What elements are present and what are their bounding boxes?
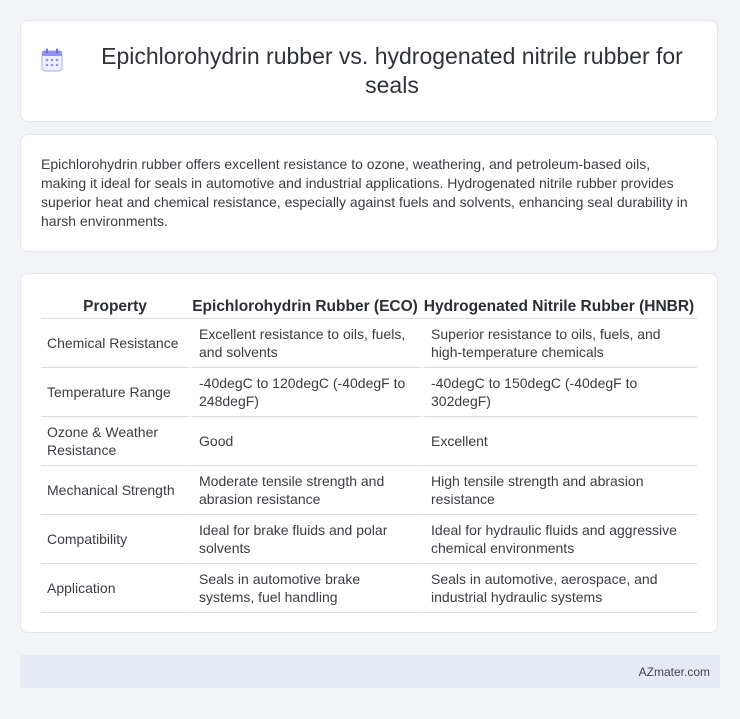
row-hnbr-value: Seals in automotive, aerospace, and industrial hydraulic systems [421, 564, 697, 613]
header-hnbr: Hydrogenated Nitrile Rubber (HNBR) [421, 296, 697, 319]
row-hnbr-value: Ideal for hydraulic fluids and aggressive chemical environments [421, 515, 697, 564]
row-hnbr-value: Superior resistance to oils, fuels, and high-temperature chemicals [421, 319, 697, 368]
row-property: Mechanical Strength [41, 466, 189, 515]
row-property: Chemical Resistance [41, 319, 189, 368]
title-row [39, 42, 699, 100]
row-hnbr-value: High tensile strength and abrasion resistance [421, 466, 697, 515]
row-property: Ozone & Weather Resistance [41, 417, 189, 466]
row-hnbr-value: Excellent [421, 417, 697, 466]
summary-text: Epichlorohydrin rubber offers excellent resistance to ozone, weathering, and petroleum-based oils, making it ideal for seals in automotive and industrial applications. Hydrogenated nitrile rubber provides superior heat and chemical resistance, especially against fuels and solvents, enhancing seal durability in harsh environments. [41, 156, 688, 229]
comparison-table [41, 296, 697, 613]
header-eco: Epichlorohydrin Rubber (ECO) [189, 296, 421, 319]
table-row [41, 417, 697, 466]
row-property: Application [41, 564, 189, 613]
row-eco-value: Seals in automotive brake systems, fuel handling [189, 564, 421, 613]
row-property: Temperature Range [41, 368, 189, 417]
table-row [41, 564, 697, 613]
title-card [20, 20, 718, 122]
table-header-row [41, 296, 697, 319]
row-property: Compatibility [41, 515, 189, 564]
row-eco-value: Good [189, 417, 421, 466]
table-row [41, 319, 697, 368]
row-eco-value: Moderate tensile strength and abrasion resistance [189, 466, 421, 515]
header-property: Property [41, 296, 189, 319]
comparison-card [20, 273, 718, 633]
table-row [41, 368, 697, 417]
table-row [41, 466, 697, 515]
footer-bar [20, 655, 720, 688]
source-credit: AZmater.com [638, 664, 710, 679]
page-title: Epichlorohydrin rubber vs. hydrogenated nitrile rubber for seals [101, 43, 683, 98]
summary-card [20, 134, 718, 252]
row-eco-value: -40degC to 120degC (-40degF to 248degF) [189, 368, 421, 417]
row-hnbr-value: -40degC to 150degC (-40degF to 302degF) [421, 368, 697, 417]
table-row [41, 515, 697, 564]
row-eco-value: Ideal for brake fluids and polar solvents [189, 515, 421, 564]
row-eco-value: Excellent resistance to oils, fuels, and solvents [189, 319, 421, 368]
calendar-icon [41, 48, 63, 72]
